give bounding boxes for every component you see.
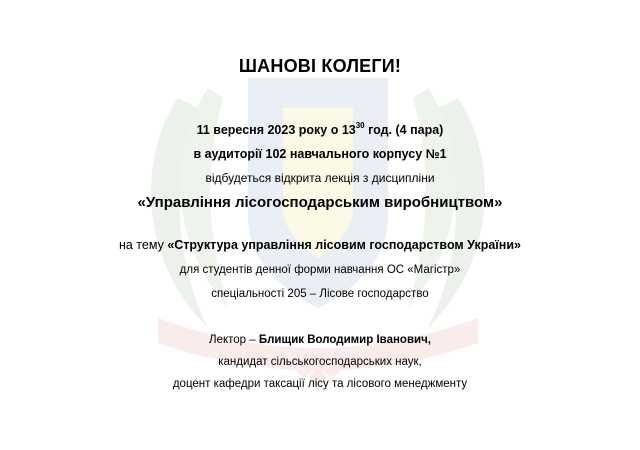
discipline-title: «Управління лісогосподарським виробництвом» [137, 194, 503, 211]
lecturer-position: доцент кафедри таксації лісу та лісового менеджменту [172, 378, 468, 390]
topic-line [0, 238, 640, 252]
specialty-line: спеціальності 205 – Лісове господарство [211, 288, 429, 300]
audience-line: для студентів денної форми навчання ОС «Магістр» [179, 264, 461, 276]
lecturer-name: Блищик Володимир Іванович, [258, 334, 431, 346]
topic-title: «Структура управління лісовим господарством України» [167, 238, 521, 252]
time-minutes: 30 [355, 121, 365, 130]
lecturer-degree: кандидат сільськогосподарських наук, [218, 356, 422, 368]
page-title: ШАНОВІ КОЛЕГИ! [238, 56, 402, 76]
lecturer-prefix: Лектор – [209, 334, 259, 346]
location-line: в аудиторії 102 навчального корпусу №1 [193, 147, 447, 161]
date-time-line [0, 122, 640, 137]
date-suffix: год. (4 пара) [364, 123, 444, 138]
lecturer-line [0, 334, 640, 346]
intro-line: відбудеться відкрита лекція з дисципліни [205, 171, 435, 185]
topic-prefix: на тему [118, 238, 168, 252]
date-prefix: 11 вересня 2023 року о 13 [196, 123, 356, 138]
